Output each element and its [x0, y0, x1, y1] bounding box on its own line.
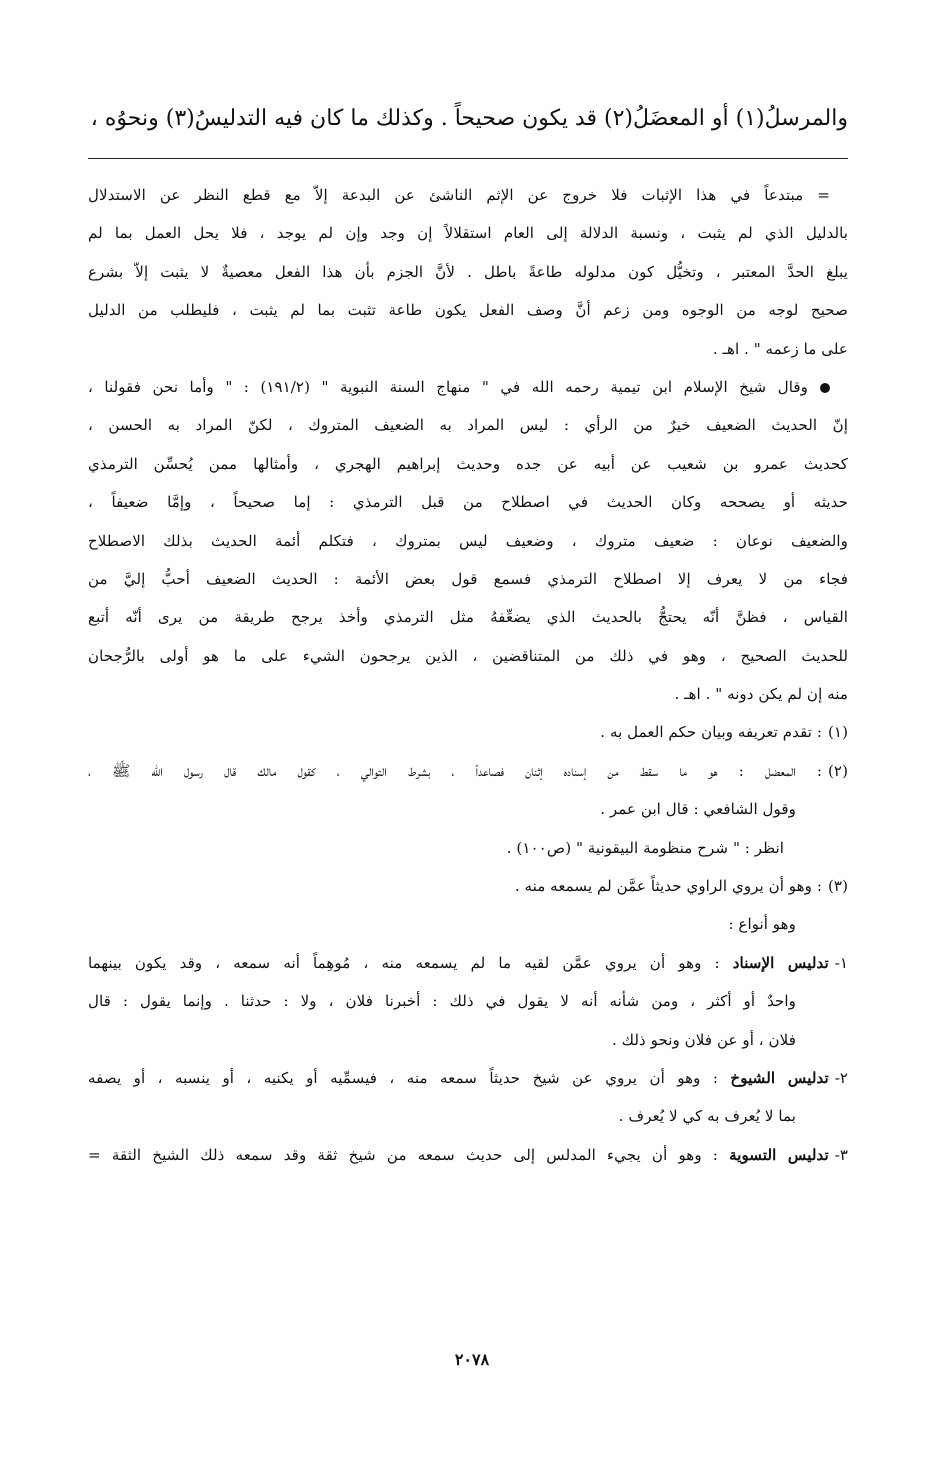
type-term: تدليس التسوية — [729, 1145, 829, 1164]
type-text: : وهو أن يروي عن شيخ حديثاً سمعه منه ، فيسمِّيه أو يكنيه ، أو ينسبه ، أو يصفه — [88, 1069, 718, 1088]
bullet-icon — [820, 383, 830, 393]
quote-line: منه إن لم يكن دونه " . اهـ . — [674, 685, 848, 704]
type-continuation: فلان ، أو عن فلان ونحو ذلك . — [611, 1030, 796, 1049]
quote-line — [88, 368, 848, 406]
type-continuation: بما لا يُعرف به كي لا يُعرف . — [618, 1107, 796, 1126]
type-text: : وهو أن يروي عمَّن لقيه ما لم يسمعه منه ، مُوهِماً أنه سمعه ، وقد يكون بينهما — [88, 953, 720, 972]
note-2 — [88, 752, 848, 790]
quote-line: كحديث عمرو بن شعيب عن أبيه عن جده وحديث إبراهيم الهجري ، وأمثالها ممن يُحسِّن الترمذي — [88, 454, 848, 473]
quote-line: إنّ الحديث الضعيف خيرٌ من الرأي : ليس المراد به الضعيف المتروك ، لكنّ المراد به الحسن ، — [88, 416, 848, 435]
footnote-line: = مبتدعاً في هذا الإثبات فلا خروج عن الإثم الناشئ عن البدعة إلاّ مع قطع النظر عن الاستدلال — [88, 186, 830, 204]
quote-line: فجاء من لا يعرف إلا اصطلاح الترمذي فسمع قول بعض الأئمة : الحديث الضعيف أحبُّ إليَّ من — [88, 569, 848, 588]
footnote-line: على ما زعمه " . اهـ . — [712, 339, 848, 358]
note-text: : تقدم تعريفه وبيان حكم العمل به . — [600, 723, 822, 742]
type-continuation: واحدٌ أو أكثر ، ومن شأنه أنه لا يقول في ذلك : أخبرنا فلان ، ولا : حدثنا . وإنما يقول : قال — [88, 992, 796, 1011]
note-marker: (٢) — [827, 761, 848, 780]
note-text: : المعضل : هو ما سقط من إسناده إثنان فصاعداً ، بشرط التوالي ، كقول مالك قال رسول الله ﷺ ، — [88, 761, 822, 780]
type-number: ٢- — [834, 1069, 848, 1088]
type-number: ١- — [834, 953, 848, 972]
type-number: ٣- — [834, 1145, 848, 1164]
quote-line: حديثه أو يصححه وكان الحديث في اصطلاح من قبل الترمذي : إما صحيحاً ، وإمَّا ضعيفاً ، — [88, 493, 848, 512]
quote-line-text: وقال شيخ الإسلام ابن تيمية رحمه الله في " منهاج السنة النبوية " (١٩١/٢) : " وأما نحن فقولنا ، — [88, 377, 808, 396]
note-reference: انظر : " شرح منظومة البيقونية " (ص١٠٠) . — [506, 838, 784, 857]
main-text-line: والمرسلُ(١) أو المعضَلُ(٢) قد يكون صحيحاً . وكذلك ما كان فيه التدليسُ(٣) ونحوُه ، — [90, 106, 848, 131]
quote-line: للحديث الصحيح ، وهو في ذلك من المتناقضين ، الذين يرجحون الشيء على ما هو أولى بالرُّجحان — [88, 646, 848, 665]
type-term: تدليس الإسناد — [732, 953, 829, 972]
note-3 — [88, 867, 848, 905]
page-number: ٢٠٧٨ — [454, 1350, 490, 1369]
note-continuation: وهو أنواع : — [728, 915, 796, 934]
note-marker: (٣) — [827, 877, 848, 896]
note-marker: (١) — [827, 723, 848, 742]
type-text: : وهو أن يجيء المدلس إلى حديث سمعه من شيخ ثقة وقد سمعه ذلك الشيخ الثقة = — [88, 1145, 718, 1164]
footnote-line: يبلغ الحدَّ المعتبر ، وتخيُّل كون مدلوله طاعةً باطل . لأنَّ الجزم بأن هذا الفعل معصيةٌ لا يثبت إلاّ بشرع — [88, 262, 848, 281]
footnote-separator — [88, 158, 848, 159]
quote-line: والضعيف نوعان : ضعيف متروك ، وضعيف ليس بمتروك ، فتكلم أئمة الحديث بذلك الاصطلاح — [88, 531, 848, 550]
note-1 — [88, 713, 848, 751]
note-continuation: وقول الشافعي : قال ابن عمر . — [600, 800, 796, 819]
type-term: تدليس الشيوخ — [730, 1069, 829, 1088]
footnote-line: بالدليل الذي لم يثبت ، ونسبة الدلالة إلى العام استقلالاً إن وجد وإن لم يوجد ، فلا يحل العمل بما لم — [88, 224, 848, 243]
quote-line: القياس ، فظنَّ أنّه يحتجُّ بالحديث الذي يضعِّفهُ مثل الترمذي وأخذ يرجح طريقة من يرى أنّه أتبع — [88, 608, 848, 627]
type-3 — [88, 1136, 848, 1174]
footnotes-section — [88, 176, 848, 1174]
type-2 — [88, 1059, 848, 1097]
footnote-line: صحيح لوجه من الوجوه ومن زعم أنَّ وصف الفعل يكون طاعة تثبت بما لم يثبت ، فليطلب من الدليل — [88, 301, 848, 320]
type-1 — [88, 944, 848, 982]
note-text: : وهو أن يروي الراوي حديثاً عمَّن لم يسمعه منه . — [514, 877, 822, 896]
